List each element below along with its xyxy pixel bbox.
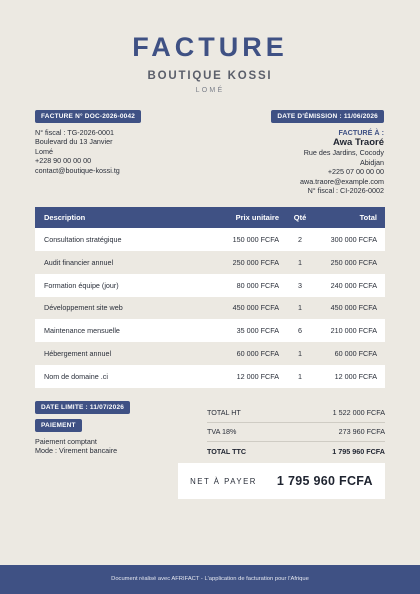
seller-email: contact@boutique-kossi.tg <box>35 165 120 175</box>
row-description: Maintenance mensuelle <box>44 326 120 336</box>
row-unit-price: 250 000 FCFA <box>232 257 279 267</box>
invoice-number-badge: FACTURE N° DOC-2026-0042 <box>35 110 141 123</box>
row-quantity: 3 <box>298 280 302 290</box>
row-quantity: 1 <box>298 371 302 381</box>
total-ht-row <box>207 403 385 423</box>
client-street: Rue des Jardins, Cocody <box>303 148 384 158</box>
row-unit-price: 60 000 FCFA <box>236 349 279 359</box>
items-table <box>35 207 385 388</box>
table-row <box>35 365 385 388</box>
row-unit-price: 12 000 FCFA <box>236 371 279 381</box>
document-title: FACTURE <box>132 32 288 62</box>
row-total: 60 000 FCFA <box>334 349 377 359</box>
seller-info <box>35 128 120 175</box>
row-total: 12 000 FCFA <box>334 371 377 381</box>
table-row <box>35 251 385 274</box>
payment-badge: PAIEMENT <box>35 419 82 432</box>
total-ht-label: TOTAL HT <box>207 407 241 417</box>
tva-row <box>207 423 385 443</box>
client-city: Abidjan <box>360 157 384 167</box>
row-description: Audit financier annuel <box>44 257 114 267</box>
billed-to-label: FACTURÉ À : <box>338 128 384 137</box>
row-unit-price: 80 000 FCFA <box>236 280 279 290</box>
row-description: Nom de domaine .ci <box>44 371 108 381</box>
tva-label: TVA 18% <box>207 427 237 437</box>
client-email: awa.traore@example.com <box>300 176 384 186</box>
row-total: 240 000 FCFA <box>330 280 377 290</box>
row-total: 210 000 FCFA <box>330 326 377 336</box>
seller-phone: +228 90 00 00 00 <box>35 156 92 166</box>
net-to-pay-value: 1 795 960 FCFA <box>276 474 373 488</box>
table-row <box>35 297 385 320</box>
row-quantity: 1 <box>298 349 302 359</box>
row-quantity: 6 <box>298 326 302 336</box>
table-header <box>35 207 385 228</box>
row-total: 300 000 FCFA <box>330 234 377 244</box>
payment-condition: Paiement comptant <box>35 437 97 446</box>
issue-date-badge: DATE D'ÉMISSION : 11/06/2026 <box>271 110 384 123</box>
net-to-pay-box <box>178 463 385 499</box>
row-description: Développement site web <box>44 303 123 313</box>
payment-method: Mode : Virement bancaire <box>35 446 118 455</box>
table-row <box>35 319 385 342</box>
row-description: Consultation stratégique <box>44 234 122 244</box>
total-ttc-value: 1 795 960 FCFA <box>332 447 385 457</box>
document-header <box>0 32 420 94</box>
totals-block <box>207 403 385 462</box>
header-description: Description <box>44 213 86 222</box>
seller-tax-id: N° fiscal : TG-2026-0001 <box>35 128 115 137</box>
table-row <box>35 228 385 251</box>
client-tax-id: N° fiscal : CI-2026-0002 <box>307 186 384 196</box>
header-quantity: Qté <box>293 213 307 222</box>
client-name: Awa Traoré <box>332 137 384 149</box>
footer-text: Document réalisé avec AFRIFACT - L'application de facturation pour l'Afrique <box>111 576 309 582</box>
header-unit-price: Prix unitaire <box>235 213 279 222</box>
row-unit-price: 35 000 FCFA <box>236 326 279 336</box>
header-total: Total <box>359 213 377 222</box>
table-row <box>35 274 385 297</box>
company-name: BOUTIQUE KOSSI <box>147 70 273 82</box>
seller-city: Lomé <box>35 146 53 156</box>
payment-terms <box>35 437 117 455</box>
row-description: Formation équipe (jour) <box>44 280 119 290</box>
row-description: Hébergement annuel <box>44 349 112 359</box>
row-total: 250 000 FCFA <box>330 257 377 267</box>
client-info <box>300 128 384 195</box>
company-city: LOMÉ <box>195 87 225 94</box>
row-quantity: 1 <box>298 257 302 267</box>
row-unit-price: 450 000 FCFA <box>232 303 279 313</box>
row-quantity: 2 <box>298 234 302 244</box>
row-quantity: 1 <box>298 303 302 313</box>
tva-value: 273 960 FCFA <box>338 427 385 437</box>
footer <box>0 565 420 594</box>
total-ttc-row <box>207 442 385 462</box>
net-to-pay-label: NET À PAYER <box>190 476 257 486</box>
row-total: 450 000 FCFA <box>330 303 377 313</box>
seller-street: Boulevard du 13 Janvier <box>35 137 113 147</box>
total-ht-value: 1 522 000 FCFA <box>332 407 385 417</box>
table-row <box>35 342 385 365</box>
total-ttc-label: TOTAL TTC <box>207 447 247 457</box>
row-unit-price: 150 000 FCFA <box>232 234 279 244</box>
client-phone: +225 07 00 00 00 <box>327 167 384 177</box>
due-date-badge: DATE LIMITE : 11/07/2026 <box>35 401 130 414</box>
